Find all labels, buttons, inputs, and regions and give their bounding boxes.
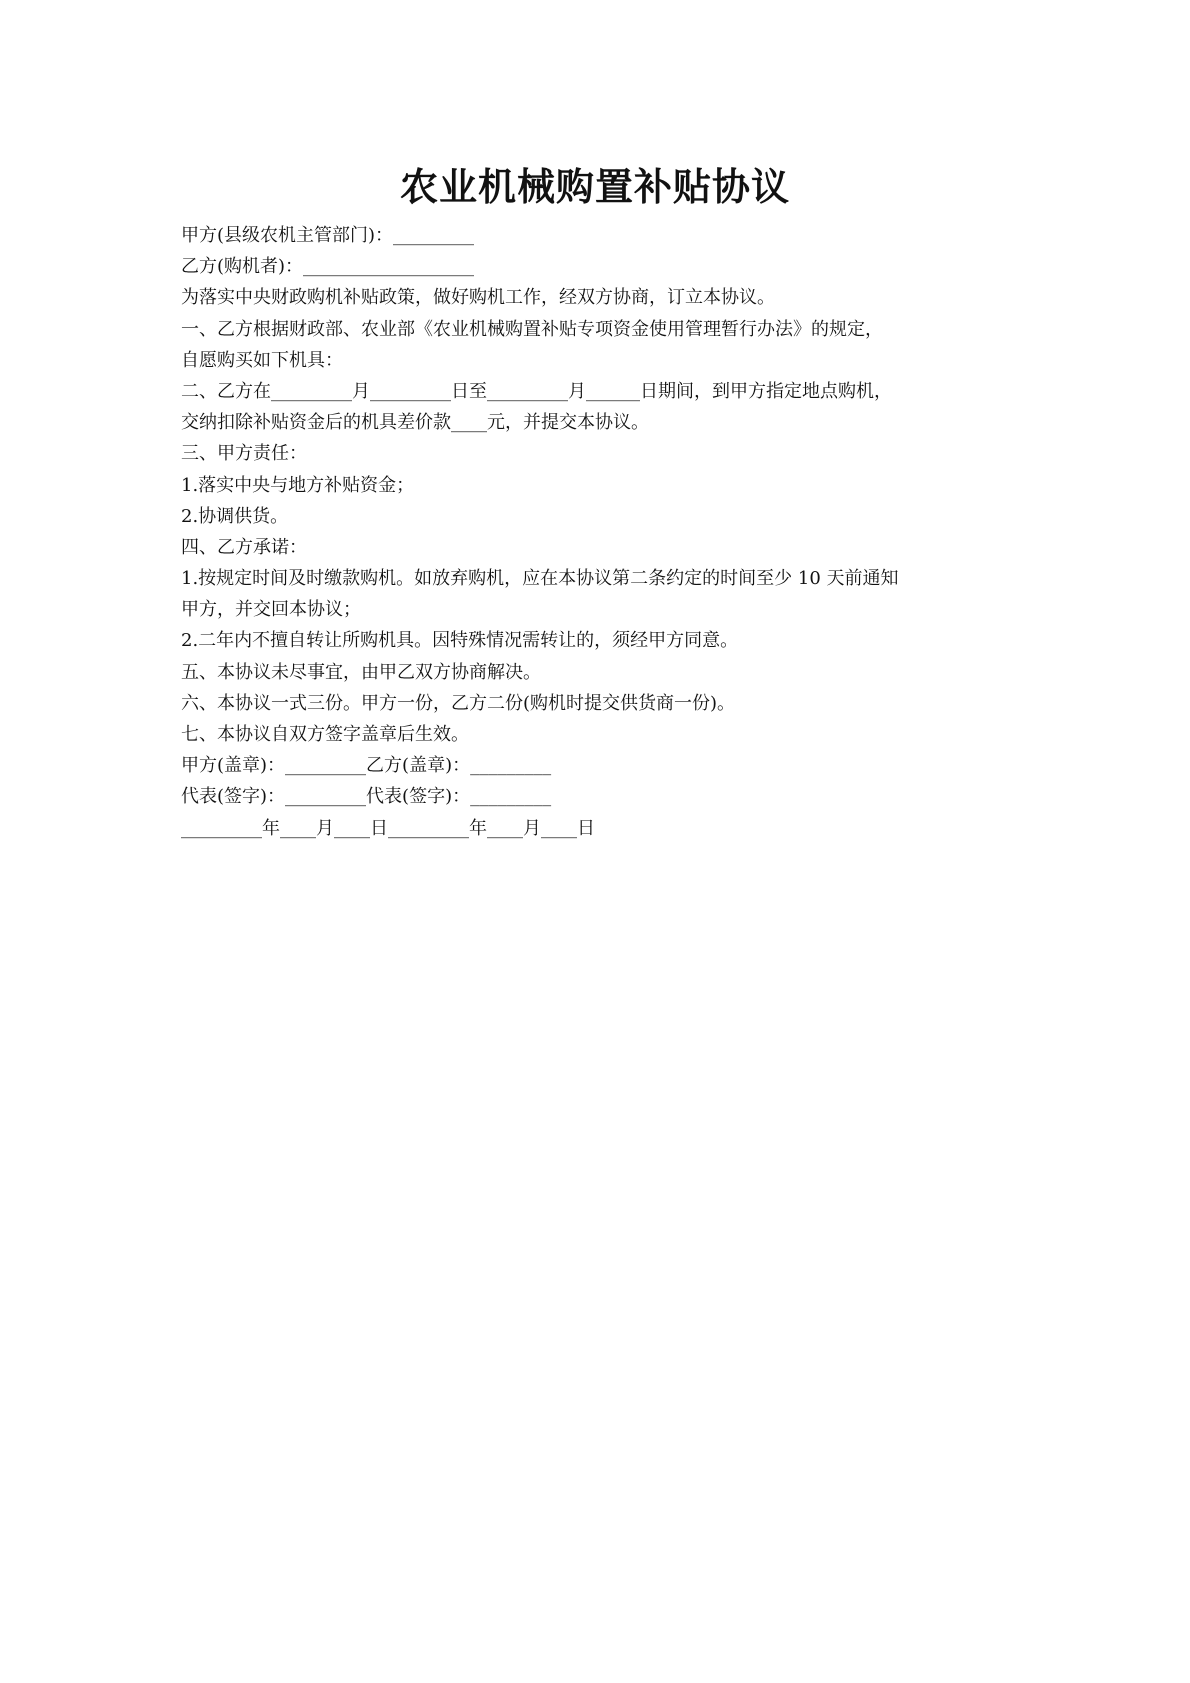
clause-2-cont: 交纳扣除补贴资金后的机具差价款____元，并提交本协议。 xyxy=(181,412,649,434)
clause-5: 五、本协议未尽事宜，由甲乙双方协商解决。 xyxy=(181,661,541,683)
clause-3-item-2: 2.协调供货。 xyxy=(181,505,289,527)
date-line: _________年____月____日_________年____月____日 xyxy=(181,817,595,839)
preamble: 为落实中央财政购机补贴政策，做好购机工作，经双方协商，订立本协议。 xyxy=(181,287,775,309)
clause-4-item-1: 1.按规定时间及时缴款购机。如放弃购机，应在本协议第二条约定的时间至少 10 天前通知 xyxy=(181,568,899,590)
party-a-line: 甲方(县级农机主管部门)：_________ xyxy=(181,225,475,246)
clause-3-item-1: 1.落实中央与地方补贴资金； xyxy=(181,474,415,496)
signature-line: 代表(签字)：_________代表(签字)：_________ xyxy=(181,786,552,808)
clause-7: 七、本协议自双方签字盖章后生效。 xyxy=(181,724,469,745)
seal-line: 甲方(盖章)：_________乙方(盖章)：_________ xyxy=(181,755,552,777)
party-b-line: 乙方(购机者)：___________________ xyxy=(181,256,475,278)
clause-2: 二、乙方在_________月_________日至_________月______日期间，到甲方指定地点购机， xyxy=(181,380,892,402)
clause-4-heading: 四、乙方承诺： xyxy=(181,536,307,558)
clause-1: 一、乙方根据财政部、农业部《农业机械购置补贴专项资金使用管理暂行办法》的规定， xyxy=(181,318,883,340)
clause-1-cont: 自愿购买如下机具： xyxy=(181,349,343,371)
clause-3-heading: 三、甲方责任： xyxy=(181,443,307,465)
clause-4-item-1-cont: 甲方，并交回本协议； xyxy=(181,599,361,621)
document-title: 农业机械购置补贴协议 xyxy=(399,164,790,209)
clause-6: 六、本协议一式三份。甲方一份，乙方二份(购机时提交供货商一份)。 xyxy=(181,692,736,714)
clause-4-item-2: 2.二年内不擅自转让所购机具。因特殊情况需转让的，须经甲方同意。 xyxy=(181,630,739,652)
document-body xyxy=(181,220,1031,844)
